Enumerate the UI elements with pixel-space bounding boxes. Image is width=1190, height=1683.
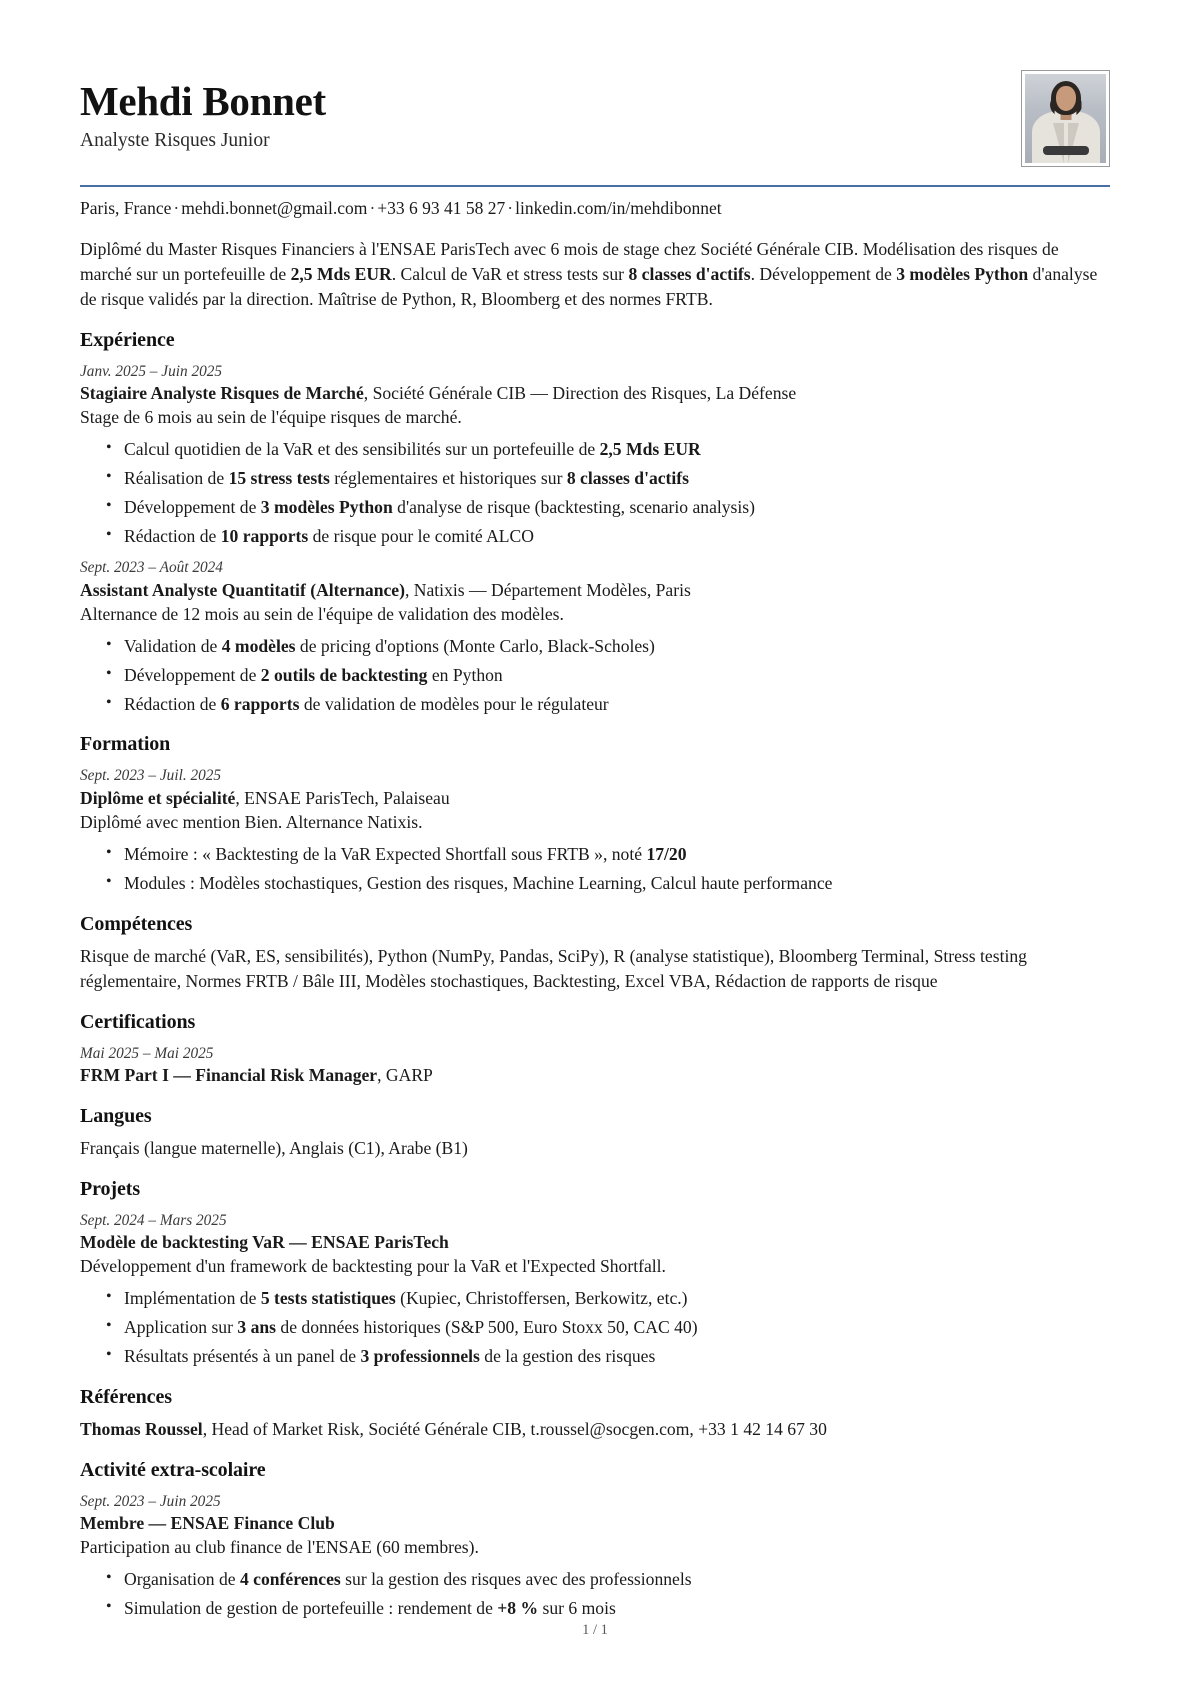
entry-date: Mai 2025 – Mai 2025 [80, 1044, 214, 1062]
list-item: • Validation de 4 modèles de pricing d'options (Monte Carlo, Black-Scholes) [106, 635, 1110, 658]
entry-date: Sept. 2023 – Juil. 2025 [80, 767, 222, 785]
list-item: • Modules : Modèles stochastiques, Gestion des risques, Machine Learning, Calcul haute performance [106, 872, 1110, 895]
contact-location: Paris, France [80, 198, 172, 218]
section-title: Langues [80, 1104, 152, 1127]
entry-bullet-list [80, 1287, 1110, 1368]
list-item: • Rédaction de 6 rapports de validation de modèles pour le régulateur [106, 693, 1110, 716]
list-item: • Réalisation de 15 stress tests réglementaires et historiques sur 8 classes d'actifs [106, 467, 1110, 490]
section-certifications [80, 1011, 1110, 1088]
list-item: • Application sur 3 ans de données historiques (S&P 500, Euro Stoxx 50, CAC 40) [106, 1316, 1110, 1339]
page-footer: 1 / 1 [582, 1622, 608, 1638]
list-item: • Développement de 2 outils de backtesting en Python [106, 664, 1110, 687]
contact-phone[interactable]: +33 6 93 41 58 27 [377, 198, 506, 218]
contact-email[interactable]: mehdi.bonnet@gmail.com [181, 198, 368, 218]
entry-bullet-list [80, 1568, 1110, 1620]
header-text-block [80, 62, 326, 152]
entry-date: Sept. 2024 – Mars 2025 [80, 1211, 227, 1229]
section-title: Expérience [80, 328, 175, 351]
portrait-lapel-left [1053, 123, 1064, 163]
portrait-face-shape [1056, 86, 1076, 111]
professional-summary: Diplômé du Master Risques Financiers à l'ENSAE ParisTech avec 6 mois de stage chez Société Générale CIB. Modélisation des risques de marché sur un portefeuille de 2,5 Mds EUR. Calcul de VaR et stress tests sur 8 classes d'actifs. Développement de 3 modèles Python d'analyse de risque validés par la direction. Maîtrise de Python, R, Bloomberg et des normes FRTB. [80, 238, 1098, 309]
list-item: • Rédaction de 10 rapports de risque pour le comité ALCO [106, 525, 1110, 548]
section-title: Projets [80, 1177, 141, 1200]
entry-description: Alternance de 12 mois au sein de l'équipe de validation des modèles. [80, 603, 564, 624]
entry-description: Développement d'un framework de backtesting pour la VaR et l'Expected Shortfall. [80, 1255, 666, 1276]
list-item: • Résultats présentés à un panel de 3 professionnels de la gestion des risques [106, 1345, 1110, 1368]
list-item: • Implémentation de 5 tests statistiques (Kupiec, Christoffersen, Berkowitz, etc.) [106, 1287, 1110, 1310]
entry-heading: Diplôme et spécialité, ENSAE ParisTech, Palaiseau [80, 788, 450, 809]
contact-line [80, 197, 1110, 221]
list-item: • Organisation de 4 conférences sur la gestion des risques avec des professionnels [106, 1568, 1110, 1591]
entry [80, 1211, 1110, 1369]
contact-separator: · [173, 198, 180, 218]
section-formation [80, 733, 1110, 895]
list-item: • Mémoire : « Backtesting de la VaR Expected Shortfall sous FRTB », noté 17/20 [106, 843, 1110, 866]
entry [80, 558, 1110, 716]
section-title: Formation [80, 733, 171, 756]
entry-date: Sept. 2023 – Août 2024 [80, 559, 223, 577]
header-divider-rule [80, 185, 1110, 187]
section-projets [80, 1178, 1110, 1369]
entry-date: Sept. 2023 – Juin 2025 [80, 1492, 221, 1510]
section-activite-extra-scolaire [80, 1459, 1110, 1621]
section-competences [80, 913, 1110, 994]
portrait-photo-image [1025, 74, 1106, 163]
entry-bullet-list [80, 635, 1110, 716]
section-langues [80, 1105, 1110, 1161]
resume-sections [80, 329, 1110, 1621]
contact-separator: · [507, 198, 514, 218]
entry-description: Diplômé avec mention Bien. Alternance Natixis. [80, 811, 423, 832]
section-paragraph: Risque de marché (VaR, ES, sensibilités), Python (NumPy, Pandas, SciPy), R (analyse statistique), Bloomberg Terminal, Stress testing réglementaire, Normes FRTB / Bâle III, Modèles stochastiques, Backtesting, Excel VBA, Rédaction de rapports de risque [80, 945, 1027, 991]
entry-date: Janv. 2025 – Juin 2025 [80, 362, 223, 380]
section-title: Certifications [80, 1010, 196, 1033]
portrait-arms-shape [1043, 146, 1089, 155]
candidate-name: Mehdi Bonnet [80, 78, 326, 124]
entry-heading: Stagiaire Analyste Risques de Marché, Société Générale CIB — Direction des Risques, La Défense [80, 383, 797, 404]
list-item: • Calcul quotidien de la VaR et des sensibilités sur un portefeuille de 2,5 Mds EUR [106, 438, 1110, 461]
entry-bullet-list [80, 843, 1110, 895]
section-paragraph: Français (langue maternelle), Anglais (C1), Arabe (B1) [80, 1137, 468, 1158]
portrait-photo [1021, 70, 1110, 167]
section-title: Activité extra-scolaire [80, 1458, 266, 1481]
entry-description: Stage de 6 mois au sein de l'équipe risques de marché. [80, 406, 462, 427]
section-paragraph: Thomas Roussel, Head of Market Risk, Société Générale CIB, t.roussel@socgen.com, +33 1 42 14 67 30 [80, 1418, 827, 1439]
entry-heading: Membre — ENSAE Finance Club [80, 1513, 335, 1534]
entry [80, 766, 1110, 895]
entry [80, 362, 1110, 549]
section-title: Compétences [80, 912, 193, 935]
entry [80, 1492, 1110, 1621]
entry-bullet-list [80, 438, 1110, 548]
section-title: Références [80, 1385, 172, 1408]
entry-description: Participation au club finance de l'ENSAE (60 membres). [80, 1536, 479, 1557]
entry-heading: Modèle de backtesting VaR — ENSAE ParisTech [80, 1232, 449, 1253]
contact-separator: · [369, 198, 376, 218]
list-item: • Simulation de gestion de portefeuille : rendement de +8 % sur 6 mois [106, 1597, 1110, 1620]
list-item: • Développement de 3 modèles Python d'analyse de risque (backtesting, scenario analysis) [106, 496, 1110, 519]
candidate-headline: Analyste Risques Junior [80, 130, 270, 152]
resume-header [80, 62, 1110, 167]
entry-heading: Assistant Analyste Quantitatif (Alternance), Natixis — Département Modèles, Paris [80, 580, 691, 601]
section-references [80, 1386, 1110, 1442]
section-experience [80, 329, 1110, 717]
entry-heading: FRM Part I — Financial Risk Manager, GARP [80, 1065, 433, 1086]
portrait-lapel-right [1068, 123, 1079, 163]
entry [80, 1044, 1110, 1088]
contact-linkedin[interactable]: linkedin.com/in/mehdibonnet [515, 198, 722, 218]
